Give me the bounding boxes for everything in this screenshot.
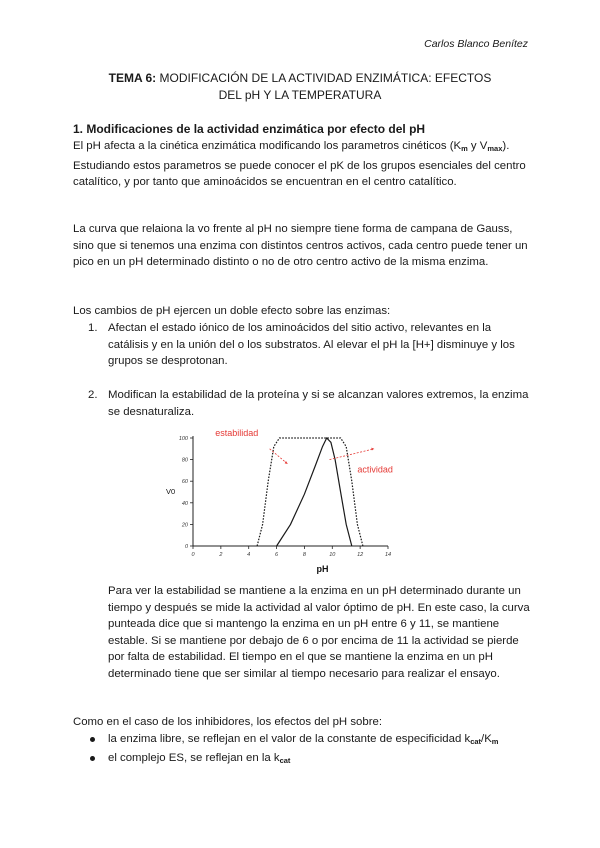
annotation-arrowhead	[285, 461, 288, 464]
x-tick-label: 6	[275, 552, 279, 558]
y-tick-label: 40	[181, 500, 188, 507]
bullet-icon	[90, 737, 95, 742]
series-line-actividad	[277, 438, 352, 546]
x-tick-label: 8	[302, 552, 306, 558]
list-number: 2.	[88, 389, 98, 401]
y-axis-label: V0	[166, 487, 176, 497]
list-item	[88, 320, 533, 370]
annotation-arrow	[330, 449, 375, 460]
y-tick-label: 100	[178, 436, 188, 442]
author-header: Carlos Blanco Benítez	[424, 38, 528, 50]
y-tick-label: 0	[184, 544, 188, 550]
list-number: 1.	[88, 322, 98, 334]
list-text: Afectan el estado iónico de los aminoácidos del sitio activo, relevantes en la catálisis y en la unión del o los substratos. Al elevar el pH la [H+] disminuye y los grupos se desprotonan.	[108, 322, 515, 367]
paragraph-5: Como en el caso de los inhibidores, los efectos del pH sobre:	[73, 716, 382, 728]
annotation-arrowhead	[371, 448, 374, 451]
x-tick-label: 12	[357, 552, 364, 558]
annotation-label: estabilidad	[215, 427, 259, 438]
y-tick-label: 20	[181, 522, 188, 529]
y-tick-label: 60	[181, 479, 188, 486]
annotation-label: actividad	[357, 464, 393, 475]
x-axis-label: pH	[316, 564, 329, 574]
x-tick-label: 0	[191, 552, 195, 558]
section-heading: 1. Modificaciones de la actividad enzimática por efecto del pH	[73, 122, 426, 136]
list-text: Modifican la estabilidad de la proteína y si se alcanzan valores extremos, la enzima se desnaturaliza.	[108, 389, 529, 418]
title-line1: MODIFICACIÓN DE LA ACTIVIDAD ENZIMÁTICA: EFECTOS	[159, 71, 492, 85]
paragraph-3: Los cambios de pH ejercen un doble efecto sobre las enzimas:	[73, 305, 391, 317]
paragraph-4: Para ver la estabilidad se mantiene a la enzima en un pH determinado durante un tiempo y después se mide la actividad al valor óptimo de pH. En este caso, la curva punteada dice que si mantengo la enzima en un pH entre 6 y 11, se mantiene estable. Si se mantiene por debajo de 6 o por encima de 11 la actividad se pierde por falta de estabilidad. El tiempo en el que se mantiene la enzima en un pH determinado tiene que ser similar al tiempo necesario para realizar el ensayo.	[108, 585, 530, 680]
list-item	[88, 387, 533, 420]
x-tick-label: 10	[329, 552, 336, 558]
x-tick-label: 2	[219, 552, 223, 558]
y-tick-label: 80	[181, 457, 188, 464]
title-label: TEMA 6:	[108, 71, 157, 85]
title-line2: DEL pH Y LA TEMPERATURA	[218, 88, 382, 102]
page-title	[0, 70, 600, 104]
ph-chart	[160, 425, 400, 577]
bullet-icon	[90, 756, 95, 761]
x-tick-label: 4	[247, 552, 251, 558]
paragraph-1: El pH afecta a la cinética enzimática modificando los parametros cinéticos ($K_m$ y $V_{max}$). Estudiando estos parametros se puede conocer el pK de los grupos esenciales del centro catalítico, y por tanto que aminoácidos se encuentran en el centro catalítico.	[73, 140, 526, 188]
paragraph-2: La curva que relaiona la vo frente al pH no siempre tiene forma de campana de Gauss, sino que si tenemos una enzima con distintos centros activos, cada centro puede tener un pico en un pH determinado distinto o no de otro centro activo de la misma enzima.	[73, 223, 528, 268]
x-tick-label: 14	[384, 552, 392, 558]
